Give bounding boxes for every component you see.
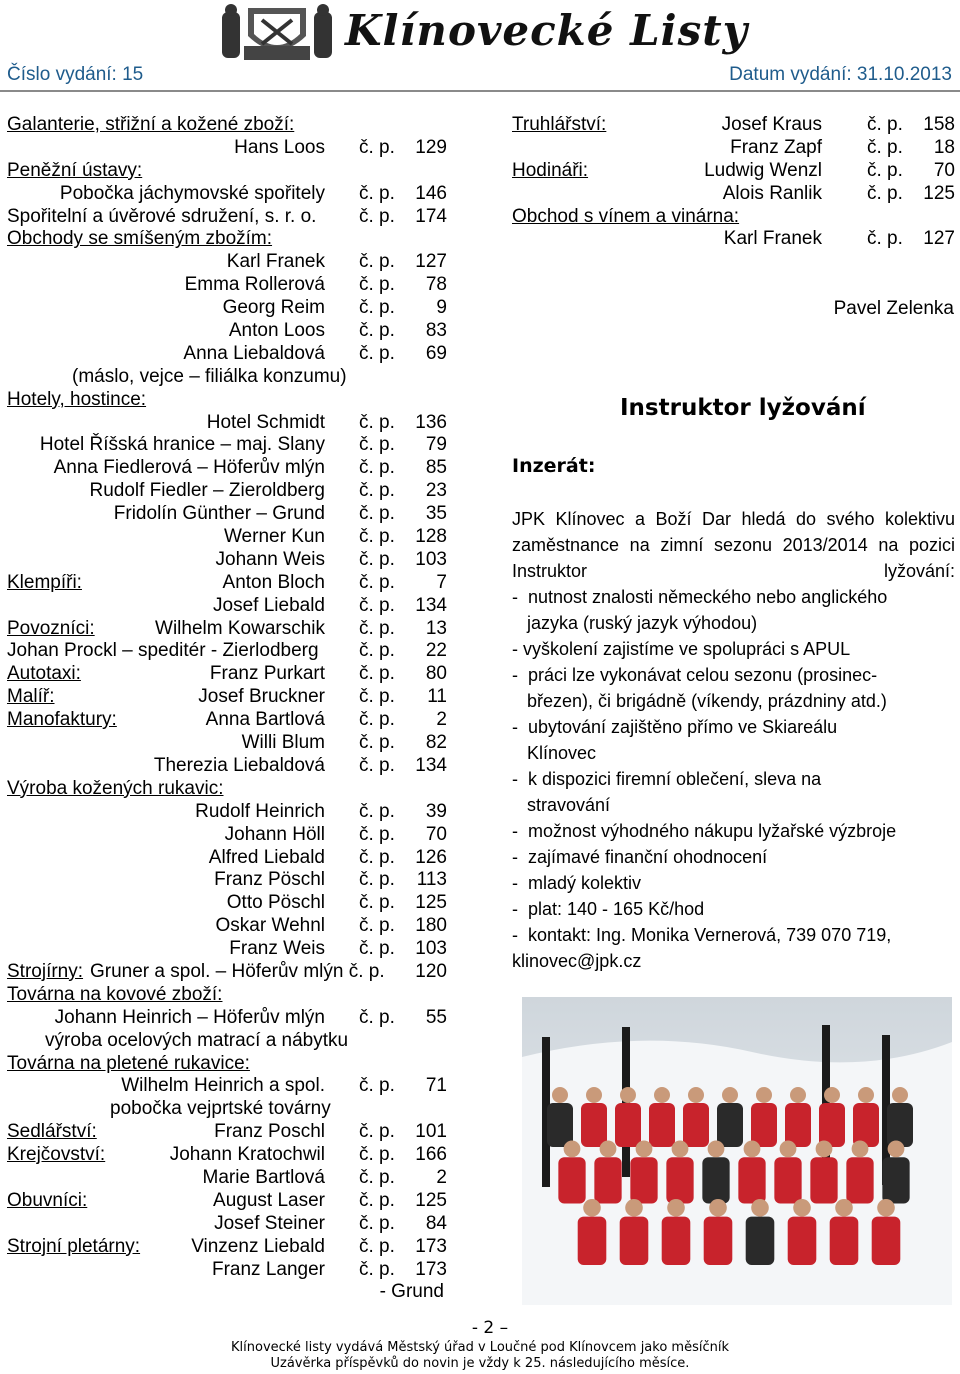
list-item: [7, 1075, 447, 1098]
town-crest-icon: [218, 2, 336, 64]
house-number: 166: [415, 1144, 447, 1166]
house-number-label: č. p.: [359, 205, 395, 227]
list-item: [7, 892, 447, 915]
entry-name: Wilhelm Kowarschik: [155, 617, 325, 639]
entry-name: Spořitelní a úvěrové sdružení, s. r. o.: [7, 205, 317, 227]
category-label: Krejčovství:: [7, 1144, 106, 1166]
house-number-label: č. p.: [359, 480, 395, 502]
entry-name: Josef Kraus: [721, 114, 822, 135]
list-item: [512, 206, 955, 229]
ad-list-item: - plat: 140 - 165 Kč/hod: [512, 899, 705, 919]
list-item: [7, 503, 447, 526]
entry-name: Franz Langer: [211, 1258, 325, 1280]
house-number: 173: [415, 1235, 447, 1257]
list-item: [7, 640, 447, 663]
list-item: [7, 1190, 447, 1213]
list-item: [7, 595, 447, 618]
list-item: [7, 320, 447, 343]
list-item: [7, 412, 447, 435]
list-item: [512, 228, 955, 251]
house-number: 78: [425, 274, 447, 296]
list-item: [7, 755, 447, 778]
entry-note: výroba ocelových matrací a nábytku: [45, 1029, 349, 1051]
ad-heading: Instruktor lyžování: [620, 395, 866, 421]
house-number: 69: [425, 342, 447, 364]
ad-list-item: jazyka (ruský jazyk výhodou): [512, 613, 758, 633]
entry-name: Karl Franek: [723, 228, 822, 250]
entry-name: Ludwig Wenzl: [704, 159, 822, 181]
entry-name: Georg Reim: [222, 297, 325, 319]
house-number: 103: [415, 548, 447, 570]
ad-requirements-list: [512, 584, 955, 974]
list-item: [7, 709, 447, 732]
list-item: [7, 457, 447, 480]
house-number: 129: [415, 136, 447, 158]
category-label: Sedlářství:: [7, 1121, 97, 1143]
ad-list-item: - mladý kolektiv: [512, 873, 642, 893]
signature: Pavel Zelenka: [833, 298, 954, 319]
house-number-label: č. p.: [359, 1006, 395, 1028]
ad-list-item: klinovec@jpk.cz: [512, 951, 642, 971]
house-number-label: č. p.: [359, 136, 395, 158]
list-item: [7, 778, 447, 801]
ad-intro-text: JPK Klínovec a Boží Dar hledá do svého kolektivu zaměstnance na zimní sezonu 2013/2014 na pozici Instruktor lyžování:: [512, 509, 955, 581]
entry-name: Johann Heinrich – Höferův mlýn: [54, 1006, 325, 1028]
list-item: [7, 618, 447, 641]
list-item: [512, 183, 955, 206]
newspaper-title: Klínovecké Listy: [345, 6, 749, 55]
house-number: 70: [933, 159, 955, 181]
house-number: 80: [425, 663, 447, 685]
list-item: [7, 1030, 447, 1053]
house-number-label: č. p.: [867, 114, 903, 135]
category-label: Galanterie, střižní a kožené zboží:: [7, 114, 295, 135]
list-item: [7, 1281, 447, 1304]
entry-name: Fridolín Günther – Grund: [113, 503, 325, 525]
category-label: Manofaktury:: [7, 709, 117, 731]
list-item: [7, 1213, 447, 1236]
list-item: [7, 984, 447, 1007]
house-number: 22: [425, 640, 447, 662]
ad-list-item: - kontakt: Ing. Monika Vernerová, 739 070 719,: [512, 925, 892, 945]
house-number-label: č. p.: [359, 342, 395, 364]
house-number-label: č. p.: [359, 1258, 395, 1280]
entry-note: - Grund: [379, 1281, 444, 1303]
entry-name: Therezia Liebaldová: [153, 754, 325, 776]
entry-name: Otto Pöschl: [226, 892, 325, 914]
house-number-label: č. p.: [359, 617, 395, 639]
house-number-label: č. p.: [359, 182, 395, 204]
entry-name: Alfred Liebald: [208, 846, 325, 868]
list-item: [7, 526, 447, 549]
entry-name: Emma Rollerová: [184, 274, 325, 296]
category-label: Klempíři:: [7, 571, 82, 593]
category-label: Autotaxi:: [7, 663, 81, 685]
house-number: 126: [415, 846, 447, 868]
list-item: [7, 572, 447, 595]
list-item: [7, 206, 447, 229]
list-item: [7, 297, 447, 320]
category-label: Strojírny:: [7, 960, 84, 982]
ad-list-item: Klínovec: [512, 743, 597, 763]
list-item: [7, 1007, 447, 1030]
list-item: [7, 434, 447, 457]
entry-name: Josef Bruckner: [198, 686, 325, 708]
house-number-label: č. p.: [359, 548, 395, 570]
entry-name: Franz Purkart: [209, 663, 325, 685]
house-number: 128: [415, 526, 447, 548]
house-number-label: č. p.: [867, 182, 903, 204]
entry-name: Anton Bloch: [222, 571, 325, 593]
house-number-label: č. p.: [359, 869, 395, 891]
house-number: 11: [427, 686, 447, 708]
house-number: 174: [415, 205, 447, 227]
list-item: [7, 274, 447, 297]
house-number-label: č. p.: [359, 640, 395, 662]
house-number-label: č. p.: [359, 846, 395, 868]
house-number-label: č. p.: [359, 251, 395, 273]
house-number-label: č. p.: [359, 320, 395, 342]
house-number: 82: [425, 732, 447, 754]
list-item: [7, 1167, 447, 1190]
house-number-label: č. p.: [359, 274, 395, 296]
category-label: Továrna na pletené rukavice:: [7, 1052, 250, 1074]
list-item: [7, 1121, 447, 1144]
list-item: [7, 228, 447, 251]
list-item: [512, 160, 955, 183]
house-number-label: č. p.: [359, 1212, 395, 1234]
category-label: Hodináři:: [512, 159, 589, 181]
house-number: 173: [415, 1258, 447, 1280]
entry-name: Hotel Říšská hranice – maj. Slany: [39, 434, 325, 456]
entry-note: pobočka vejprtské továrny: [110, 1098, 331, 1120]
list-item: [7, 343, 447, 366]
house-number: 18: [933, 136, 955, 158]
house-number: 7: [436, 571, 447, 593]
list-item: [7, 1098, 447, 1121]
list-item: [7, 251, 447, 274]
header-divider: [0, 90, 960, 92]
list-item: [7, 389, 447, 412]
house-number-label: č. p.: [867, 159, 903, 181]
entry-name: Karl Franek: [226, 251, 325, 273]
category-label: Továrna na kovové zboží:: [7, 983, 223, 1005]
house-number: 113: [416, 869, 447, 891]
house-number-label: č. p.: [359, 732, 395, 754]
house-number-label: č. p.: [867, 136, 903, 158]
entry-text: Gruner a spol. – Höferův mlýn č. p.: [90, 960, 385, 982]
house-number: 136: [415, 411, 447, 433]
category-label: Obuvníci:: [7, 1189, 88, 1211]
list-item: [7, 1259, 447, 1282]
list-item: [7, 160, 447, 183]
entry-note: (máslo, vejce – filiálka konzumu): [72, 365, 347, 387]
house-number: 2: [436, 709, 447, 731]
house-number: 125: [923, 182, 955, 204]
entry-name: Werner Kun: [223, 526, 325, 548]
house-number-label: č. p.: [359, 663, 395, 685]
house-number-label: č. p.: [359, 1075, 395, 1097]
entry-name: Johann Höll: [224, 823, 325, 845]
list-item: [512, 137, 955, 160]
ad-list-item: - zajímavé finanční ohodnocení: [512, 847, 768, 867]
category-label: Malíř:: [7, 686, 55, 708]
house-number: 84: [425, 1212, 447, 1234]
list-item: [7, 938, 447, 961]
ad-intro: [512, 506, 955, 584]
ad-list-item: - práci lze vykonávat celou sezonu (prosinec-: [512, 665, 878, 685]
house-number: 125: [415, 892, 447, 914]
ad-list-item: - možnost výhodného nákupu lyžařské výzbroje: [512, 821, 897, 841]
entry-name: Anna Fiedlerová – Höferův mlýn: [53, 457, 325, 479]
house-number: 127: [415, 251, 447, 273]
house-number: 85: [425, 457, 447, 479]
house-number: 13: [425, 617, 447, 639]
list-item: [7, 686, 447, 709]
ski-instructors-photo: [522, 997, 952, 1305]
entry-name: Oskar Wehnl: [215, 915, 325, 937]
house-number-label: č. p.: [359, 434, 395, 456]
entry-name: Franz Poschl: [214, 1121, 325, 1143]
house-number-label: č. p.: [359, 571, 395, 593]
house-number-label: č. p.: [359, 892, 395, 914]
list-item: [7, 480, 447, 503]
list-item: [512, 114, 955, 137]
ad-list-item: březen), či brigádně (víkendy, prázdniny atd.): [512, 691, 887, 711]
business-directory-right: [512, 114, 955, 251]
house-number-label: č. p.: [359, 1121, 395, 1143]
entry-name: Franz Weis: [229, 938, 325, 960]
entry-name: Willi Blum: [241, 732, 325, 754]
category-label: Výroba kožených rukavic:: [7, 777, 224, 799]
list-item: [7, 801, 447, 824]
page-number: - 2 –: [471, 1318, 509, 1338]
house-number: 101: [415, 1121, 447, 1143]
entry-name: Hotel Schmidt: [206, 411, 325, 433]
list-item: [7, 663, 447, 686]
entry-name: Marie Bartlová: [202, 1166, 325, 1188]
list-item: [7, 549, 447, 572]
house-number-label: č. p.: [359, 526, 395, 548]
house-number: 83: [425, 320, 447, 342]
house-number: 39: [425, 800, 447, 822]
house-number: 134: [415, 594, 447, 616]
entry-name: Johan Prockl – speditér - Zierlodberg: [7, 640, 319, 662]
ad-list-item: - ubytování zajištěno přímo ve Skiareálu: [512, 717, 838, 737]
list-item: [7, 183, 447, 206]
footer-publisher: Klínovecké listy vydává Městský úřad v Loučné pod Klínovcem jako měsíčník: [231, 1340, 729, 1355]
house-number-label: č. p.: [359, 915, 395, 937]
house-number: 103: [415, 938, 447, 960]
entry-name: Hans Loos: [234, 136, 325, 158]
house-number: 23: [425, 480, 447, 502]
list-item: [7, 1144, 447, 1167]
entry-name: Franz Pöschl: [214, 869, 325, 891]
house-number: 55: [425, 1006, 447, 1028]
house-number: 134: [415, 754, 447, 776]
footer-deadline: Uzávěrka příspěvků do novin je vždy k 25. následujícího měsíce.: [270, 1356, 690, 1371]
list-item: [7, 1053, 447, 1076]
house-number: 158: [923, 114, 955, 135]
house-number-label: č. p.: [359, 457, 395, 479]
list-item: [7, 869, 447, 892]
list-item: [7, 114, 447, 137]
house-number: 71: [425, 1075, 447, 1097]
entry-name: Alois Ranlik: [722, 182, 822, 204]
ad-list-item: - k dispozici firemní oblečení, sleva na: [512, 769, 822, 789]
house-number-label: č. p.: [359, 754, 395, 776]
entry-name: Anna Bartlová: [205, 709, 325, 731]
entry-name: Josef Liebald: [213, 594, 325, 616]
entry-name: Wilhelm Heinrich a spol.: [121, 1075, 325, 1097]
category-label: Strojní pletárny:: [7, 1235, 141, 1257]
house-number: 120: [415, 960, 447, 982]
category-label: Truhlářství:: [512, 114, 607, 135]
list-item: [7, 366, 447, 389]
house-number-label: č. p.: [359, 503, 395, 525]
entry-name: Rudolf Fiedler – Zieroldberg: [89, 480, 325, 502]
house-number: 79: [425, 434, 447, 456]
house-number: 180: [415, 915, 447, 937]
house-number-label: č. p.: [359, 1166, 395, 1188]
house-number: 146: [415, 182, 447, 204]
ad-list-item: - vyškolení zajistíme ve spolupráci s APUL: [512, 639, 851, 659]
entry-name: Anton Loos: [228, 320, 325, 342]
entry-name: Franz Zapf: [730, 136, 822, 158]
entry-name: Anna Liebaldová: [183, 342, 325, 364]
house-number-label: č. p.: [359, 686, 395, 708]
category-label: Peněžní ústavy:: [7, 159, 143, 181]
list-item: [7, 824, 447, 847]
entry-name: Johann Kratochwil: [169, 1144, 325, 1166]
house-number-label: č. p.: [359, 1189, 395, 1211]
issue-date: Datum vydání: 31.10.2013: [729, 64, 952, 85]
house-number-label: č. p.: [359, 297, 395, 319]
house-number: 70: [425, 823, 447, 845]
house-number-label: č. p.: [359, 1235, 395, 1257]
ad-list-item: stravování: [512, 795, 611, 815]
list-item: [7, 847, 447, 870]
ad-label: Inzerát:: [512, 455, 596, 477]
category-label: Obchod s vínem a vinárna:: [512, 205, 740, 227]
house-number: 125: [415, 1189, 447, 1211]
house-number-label: č. p.: [359, 823, 395, 845]
entry-name: August Laser: [213, 1189, 325, 1211]
issue-number: Číslo vydání: 15: [7, 64, 144, 85]
list-item: [7, 732, 447, 755]
house-number-label: č. p.: [359, 1144, 395, 1166]
house-number-label: č. p.: [359, 709, 395, 731]
entry-name: Johann Weis: [215, 548, 325, 570]
house-number: 127: [923, 228, 955, 250]
house-number: 2: [436, 1166, 447, 1188]
entry-name: Josef Steiner: [214, 1212, 325, 1234]
ad-list-item: - nutnost znalosti německého nebo anglického: [512, 587, 888, 607]
entry-name: Rudolf Heinrich: [195, 800, 325, 822]
list-item: [7, 137, 447, 160]
house-number-label: č. p.: [359, 938, 395, 960]
category-label: Hotely, hostince:: [7, 388, 147, 410]
list-item: [7, 1236, 447, 1259]
entry-name: Pobočka jáchymovské spořitely: [59, 182, 325, 204]
house-number-label: č. p.: [359, 594, 395, 616]
house-number-label: č. p.: [867, 228, 903, 250]
list-item: [7, 915, 447, 938]
list-item: [7, 961, 447, 984]
house-number: 35: [425, 503, 447, 525]
entry-name: Vinzenz Liebald: [191, 1235, 325, 1257]
house-number-label: č. p.: [359, 800, 395, 822]
category-label: Obchody se smíšeným zbožím:: [7, 228, 273, 250]
business-directory-left: [7, 114, 447, 1304]
house-number: 9: [436, 297, 447, 319]
category-label: Povozníci:: [7, 617, 95, 639]
house-number-label: č. p.: [359, 411, 395, 433]
